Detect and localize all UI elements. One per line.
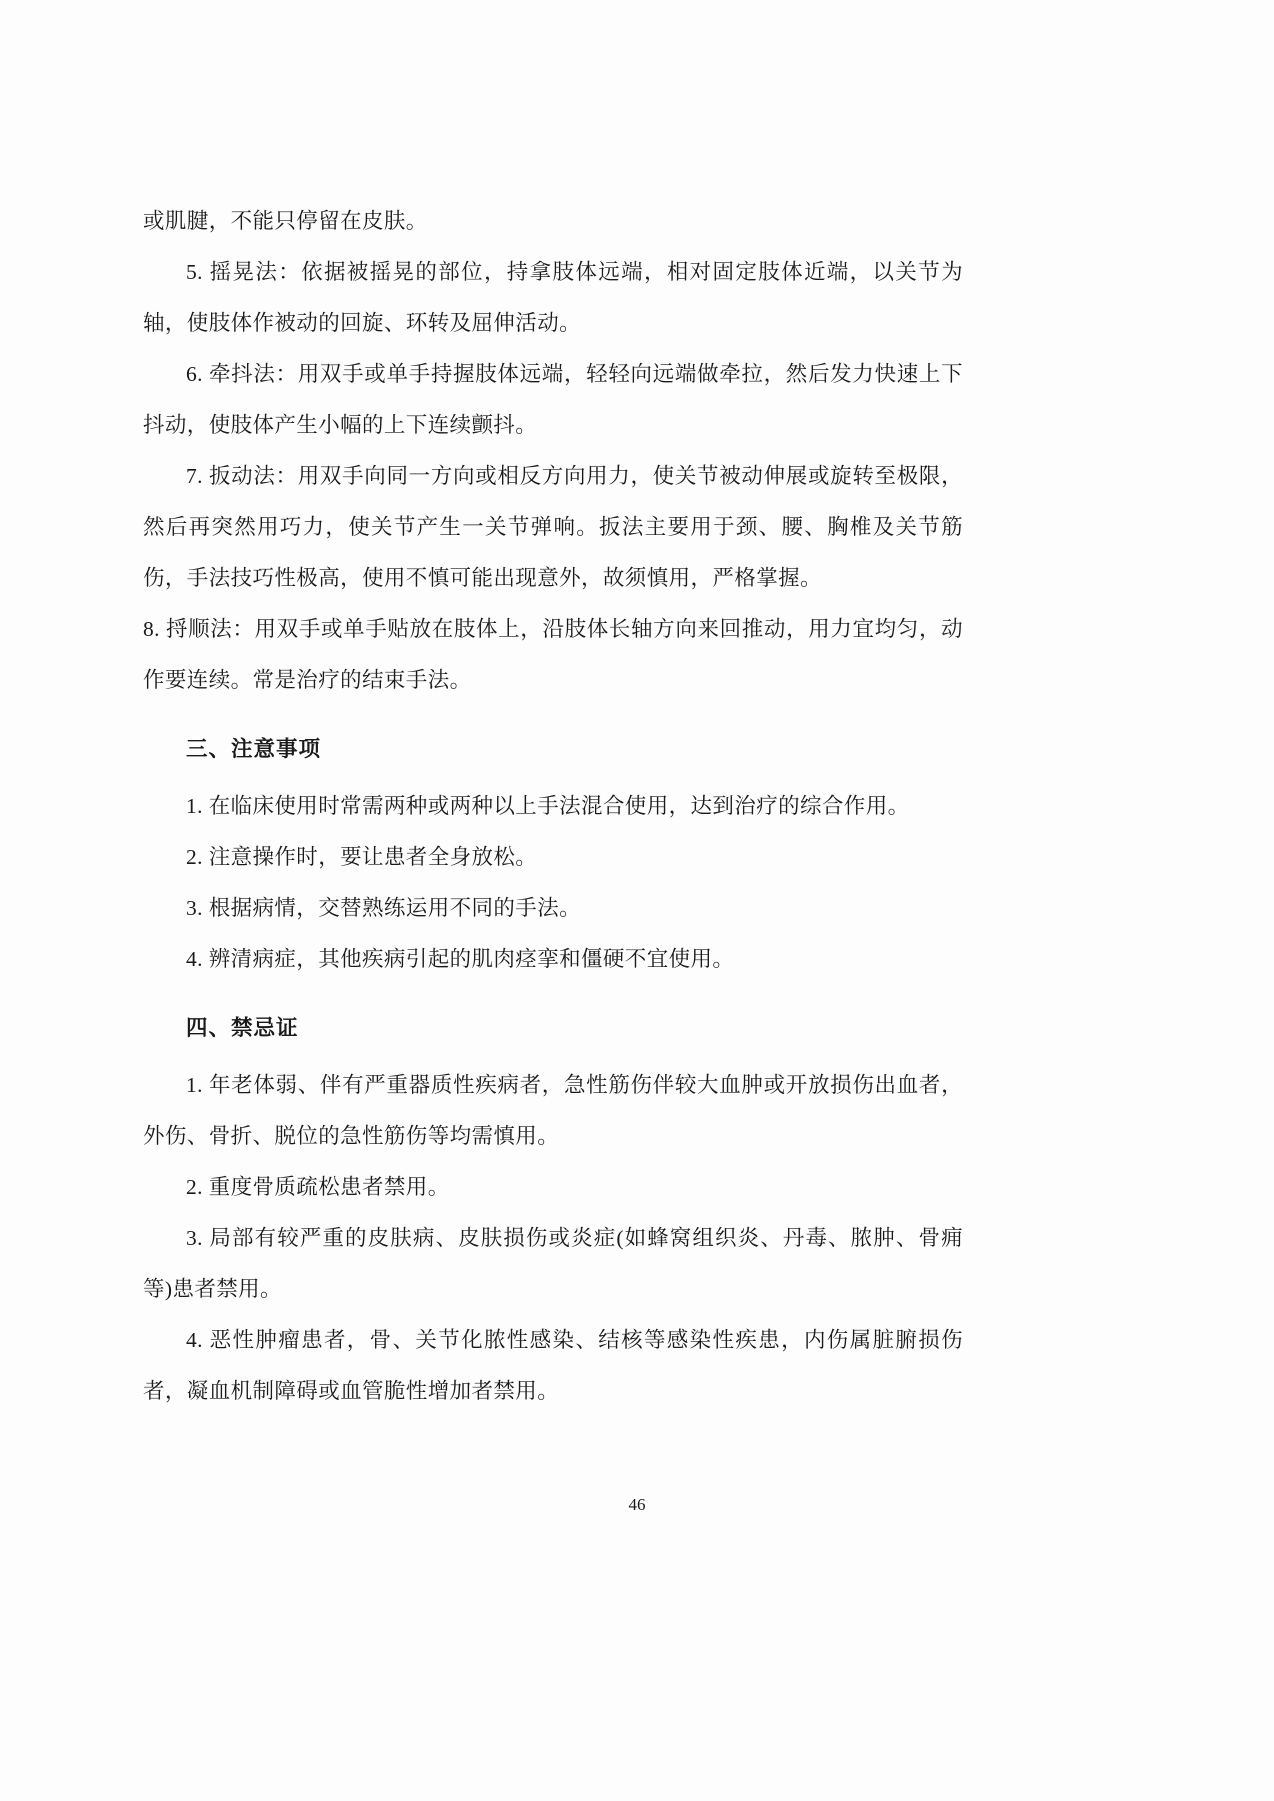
notes-item-1: 1. 在临床使用时常需两种或两种以上手法混合使用，达到治疗的综合作用。 [186,794,910,818]
contraindication-item-1: 1. 年老体弱、伴有严重器质性疾病者，急性筋伤伴较大血肿或开放损伤出血者，外伤、骨折、脱位的急性筋伤等均需慎用。 [143,1073,963,1148]
notes-item-3: 3. 根据病情，交替熟练运用不同的手法。 [186,896,582,920]
contraindication-item-2: 2. 重度骨质疏松患者禁用。 [186,1175,450,1199]
section-heading-contraindications: 四、禁忌证 [186,1016,299,1040]
paragraph-item-8: 8. 捋顺法：用双手或单手贴放在肢体上，沿肢体长轴方向来回推动，用力宜均匀，动作要连续。常是治疗的结束手法。 [143,617,963,692]
contraindication-item-3: 3. 局部有较严重的皮肤病、皮肤损伤或炎症(如蜂窝组织炎、丹毒、脓肿、骨痈等)患者禁用。 [143,1226,963,1301]
paragraph-item-6: 6. 牵抖法：用双手或单手持握肢体远端，轻轻向远端做牵拉，然后发力快速上下抖动，使肢体产生小幅的上下连续颤抖。 [143,362,963,437]
page-number: 46 [628,1495,646,1514]
paragraph-continued: 或肌腱，不能只停留在皮肤。 [143,209,428,233]
paragraph-item-5: 5. 摇晃法：依据被摇晃的部位，持拿肢体远端，相对固定肢体近端，以关节为轴，使肢体作被动的回旋、环转及屈伸活动。 [143,260,963,335]
notes-item-2: 2. 注意操作时，要让患者全身放松。 [186,845,538,869]
paragraph-item-7: 7. 扳动法：用双手向同一方向或相反方向用力，使关节被动伸展或旋转至极限，然后再突然用巧力，使关节产生一关节弹响。扳法主要用于颈、腰、胸椎及关节筋伤，手法技巧性极高，使用不慎可能出现意外，故须慎用，严格掌握。 [143,464,963,590]
page-content [143,196,963,1417]
notes-item-4: 4. 辨清病症，其他疾病引起的肌肉痉挛和僵硬不宜使用。 [186,947,735,971]
contraindication-item-4: 4. 恶性肿瘤患者，骨、关节化脓性感染、结核等感染性疾患，内伤属脏腑损伤者，凝血机制障碍或血管脆性增加者禁用。 [143,1328,963,1403]
section-heading-notes: 三、注意事项 [186,737,322,761]
